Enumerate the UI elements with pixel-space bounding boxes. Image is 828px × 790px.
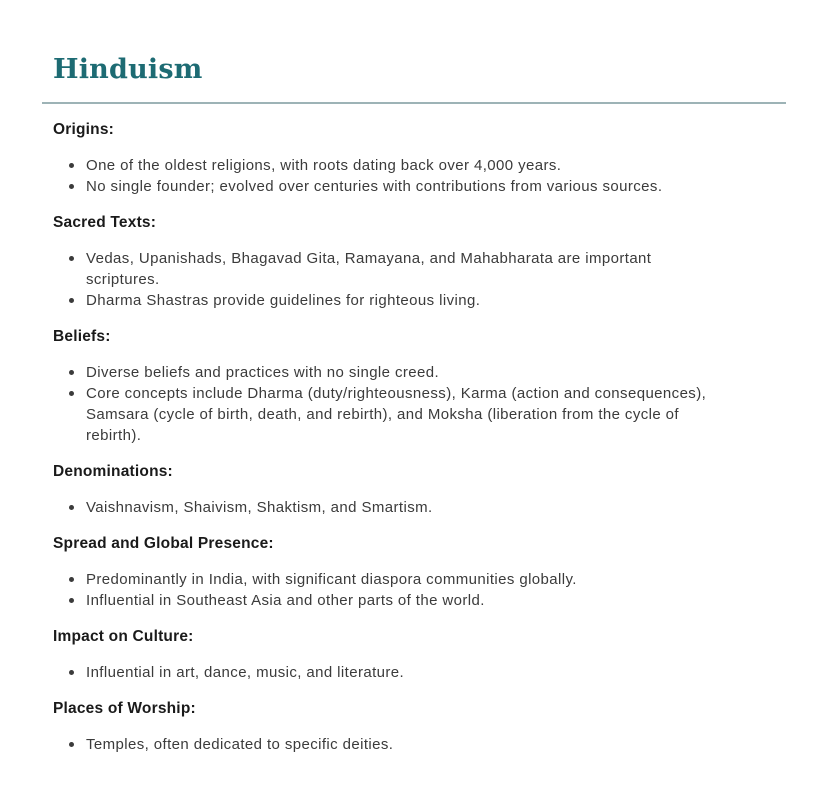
bullet-list [42, 734, 726, 755]
bullet-item: Temples, often dedicated to specific deities. [86, 734, 726, 755]
bullet-item: Influential in art, dance, music, and literature. [86, 662, 726, 683]
bullet-item: Influential in Southeast Asia and other parts of the world. [86, 590, 726, 611]
document-section [42, 461, 786, 518]
document-section [42, 212, 786, 311]
bullet-list [42, 569, 726, 611]
sections-container [42, 119, 786, 755]
bullet-list [42, 497, 726, 518]
page-title: Hinduism [53, 54, 203, 85]
bullet-item: Vedas, Upanishads, Bhagavad Gita, Ramayana, and Mahabharata are important scriptures. [86, 248, 726, 290]
section-heading: Beliefs: [53, 328, 111, 345]
title-divider [42, 102, 786, 104]
section-heading: Places of Worship: [53, 700, 196, 717]
bullet-item: Predominantly in India, with significant diaspora communities globally. [86, 569, 726, 590]
document-section [42, 119, 786, 197]
bullet-list [42, 662, 726, 683]
bullet-list [42, 362, 726, 446]
bullet-item: Vaishnavism, Shaivism, Shaktism, and Smartism. [86, 497, 726, 518]
bullet-list [42, 155, 726, 197]
bullet-list [42, 248, 726, 311]
bullet-item: Dharma Shastras provide guidelines for righteous living. [86, 290, 726, 311]
section-heading: Denominations: [53, 463, 173, 480]
section-heading: Spread and Global Presence: [53, 535, 274, 552]
bullet-item: Core concepts include Dharma (duty/righteousness), Karma (action and consequences), Samsara (cycle of birth, death, and rebirth), and Moksha (liberation from the cycle of rebirth). [86, 383, 726, 446]
section-heading: Sacred Texts: [53, 214, 157, 231]
section-heading: Origins: [53, 121, 115, 138]
document-section [42, 533, 786, 611]
document-section [42, 326, 786, 446]
bullet-item: No single founder; evolved over centuries with contributions from various sources. [86, 176, 726, 197]
bullet-item: One of the oldest religions, with roots dating back over 4,000 years. [86, 155, 726, 176]
section-heading: Impact on Culture: [53, 628, 194, 645]
bullet-item: Diverse beliefs and practices with no single creed. [86, 362, 726, 383]
document-section [42, 626, 786, 683]
document-section [42, 698, 786, 755]
